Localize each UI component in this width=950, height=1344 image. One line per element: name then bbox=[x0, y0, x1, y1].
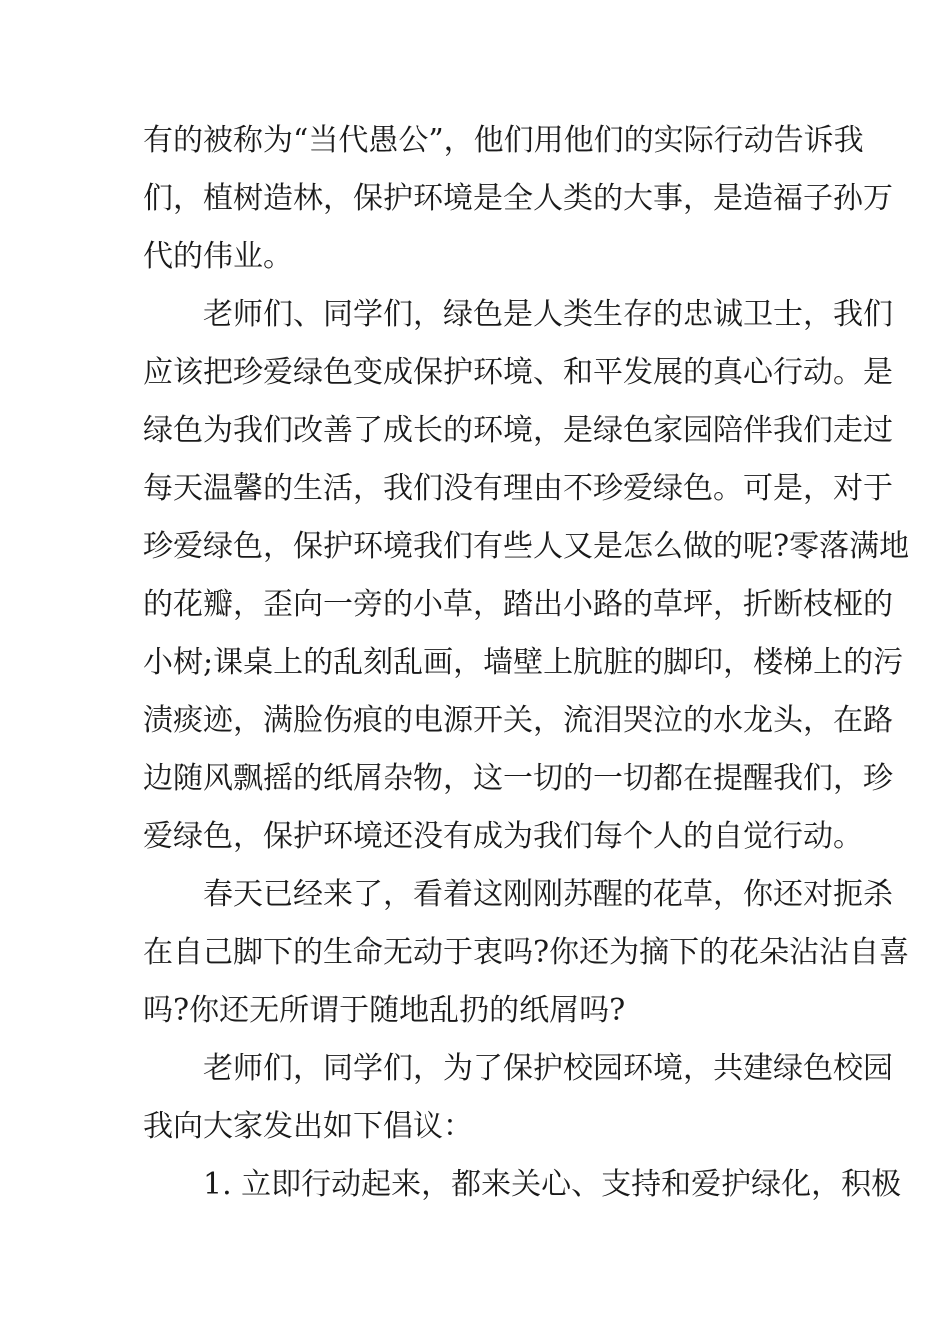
text-line-17: 老师们，同学们，为了保护校园环境，共建绿色校园 bbox=[203, 1051, 893, 1086]
text-line-5: 应该把珍爱绿色变成保护环境、和平发展的真心行动。是 bbox=[143, 355, 893, 390]
text-line-14: 春天已经来了，看着这刚刚苏醒的花草，你还对扼杀 bbox=[203, 877, 893, 912]
text-line-6: 绿色为我们改善了成长的环境，是绿色家园陪伴我们走过 bbox=[143, 413, 893, 448]
text-line-12: 边随风飘摇的纸屑杂物，这一切的一切都在提醒我们，珍 bbox=[143, 761, 893, 796]
text-line-3: 代的伟业。 bbox=[143, 239, 293, 274]
text-line-19: 1. 立即行动起来，都来关心、支持和爱护绿化，积极 bbox=[203, 1167, 902, 1202]
text-line-18: 我向大家发出如下倡议： bbox=[143, 1109, 473, 1144]
text-line-16: 吗?你还无所谓于随地乱扔的纸屑吗? bbox=[143, 993, 626, 1028]
text-line-15: 在自己脚下的生命无动于衷吗?你还为摘下的花朵沾沾自喜 bbox=[143, 935, 910, 970]
text-line-1: 有的被称为“当代愚公”，他们用他们的实际行动告诉我 bbox=[143, 123, 864, 158]
text-line-9: 的花瓣，歪向一旁的小草，踏出小路的草坪，折断枝桠的 bbox=[143, 587, 893, 622]
text-line-11: 渍痰迹，满脸伤痕的电源开关，流泪哭泣的水龙头，在路 bbox=[143, 703, 893, 738]
text-line-4: 老师们、同学们，绿色是人类生存的忠诚卫士，我们 bbox=[203, 297, 893, 332]
text-line-10: 小树;课桌上的乱刻乱画，墙壁上肮脏的脚印，楼梯上的污 bbox=[143, 645, 904, 680]
text-line-7: 每天温馨的生活，我们没有理由不珍爱绿色。可是，对于 bbox=[143, 471, 893, 506]
text-line-8: 珍爱绿色，保护环境我们有些人又是怎么做的呢?零落满地 bbox=[143, 529, 910, 564]
text-line-2: 们，植树造林，保护环境是全人类的大事，是造福子孙万 bbox=[143, 181, 893, 216]
text-line-13: 爱绿色，保护环境还没有成为我们每个人的自觉行动。 bbox=[143, 819, 863, 854]
